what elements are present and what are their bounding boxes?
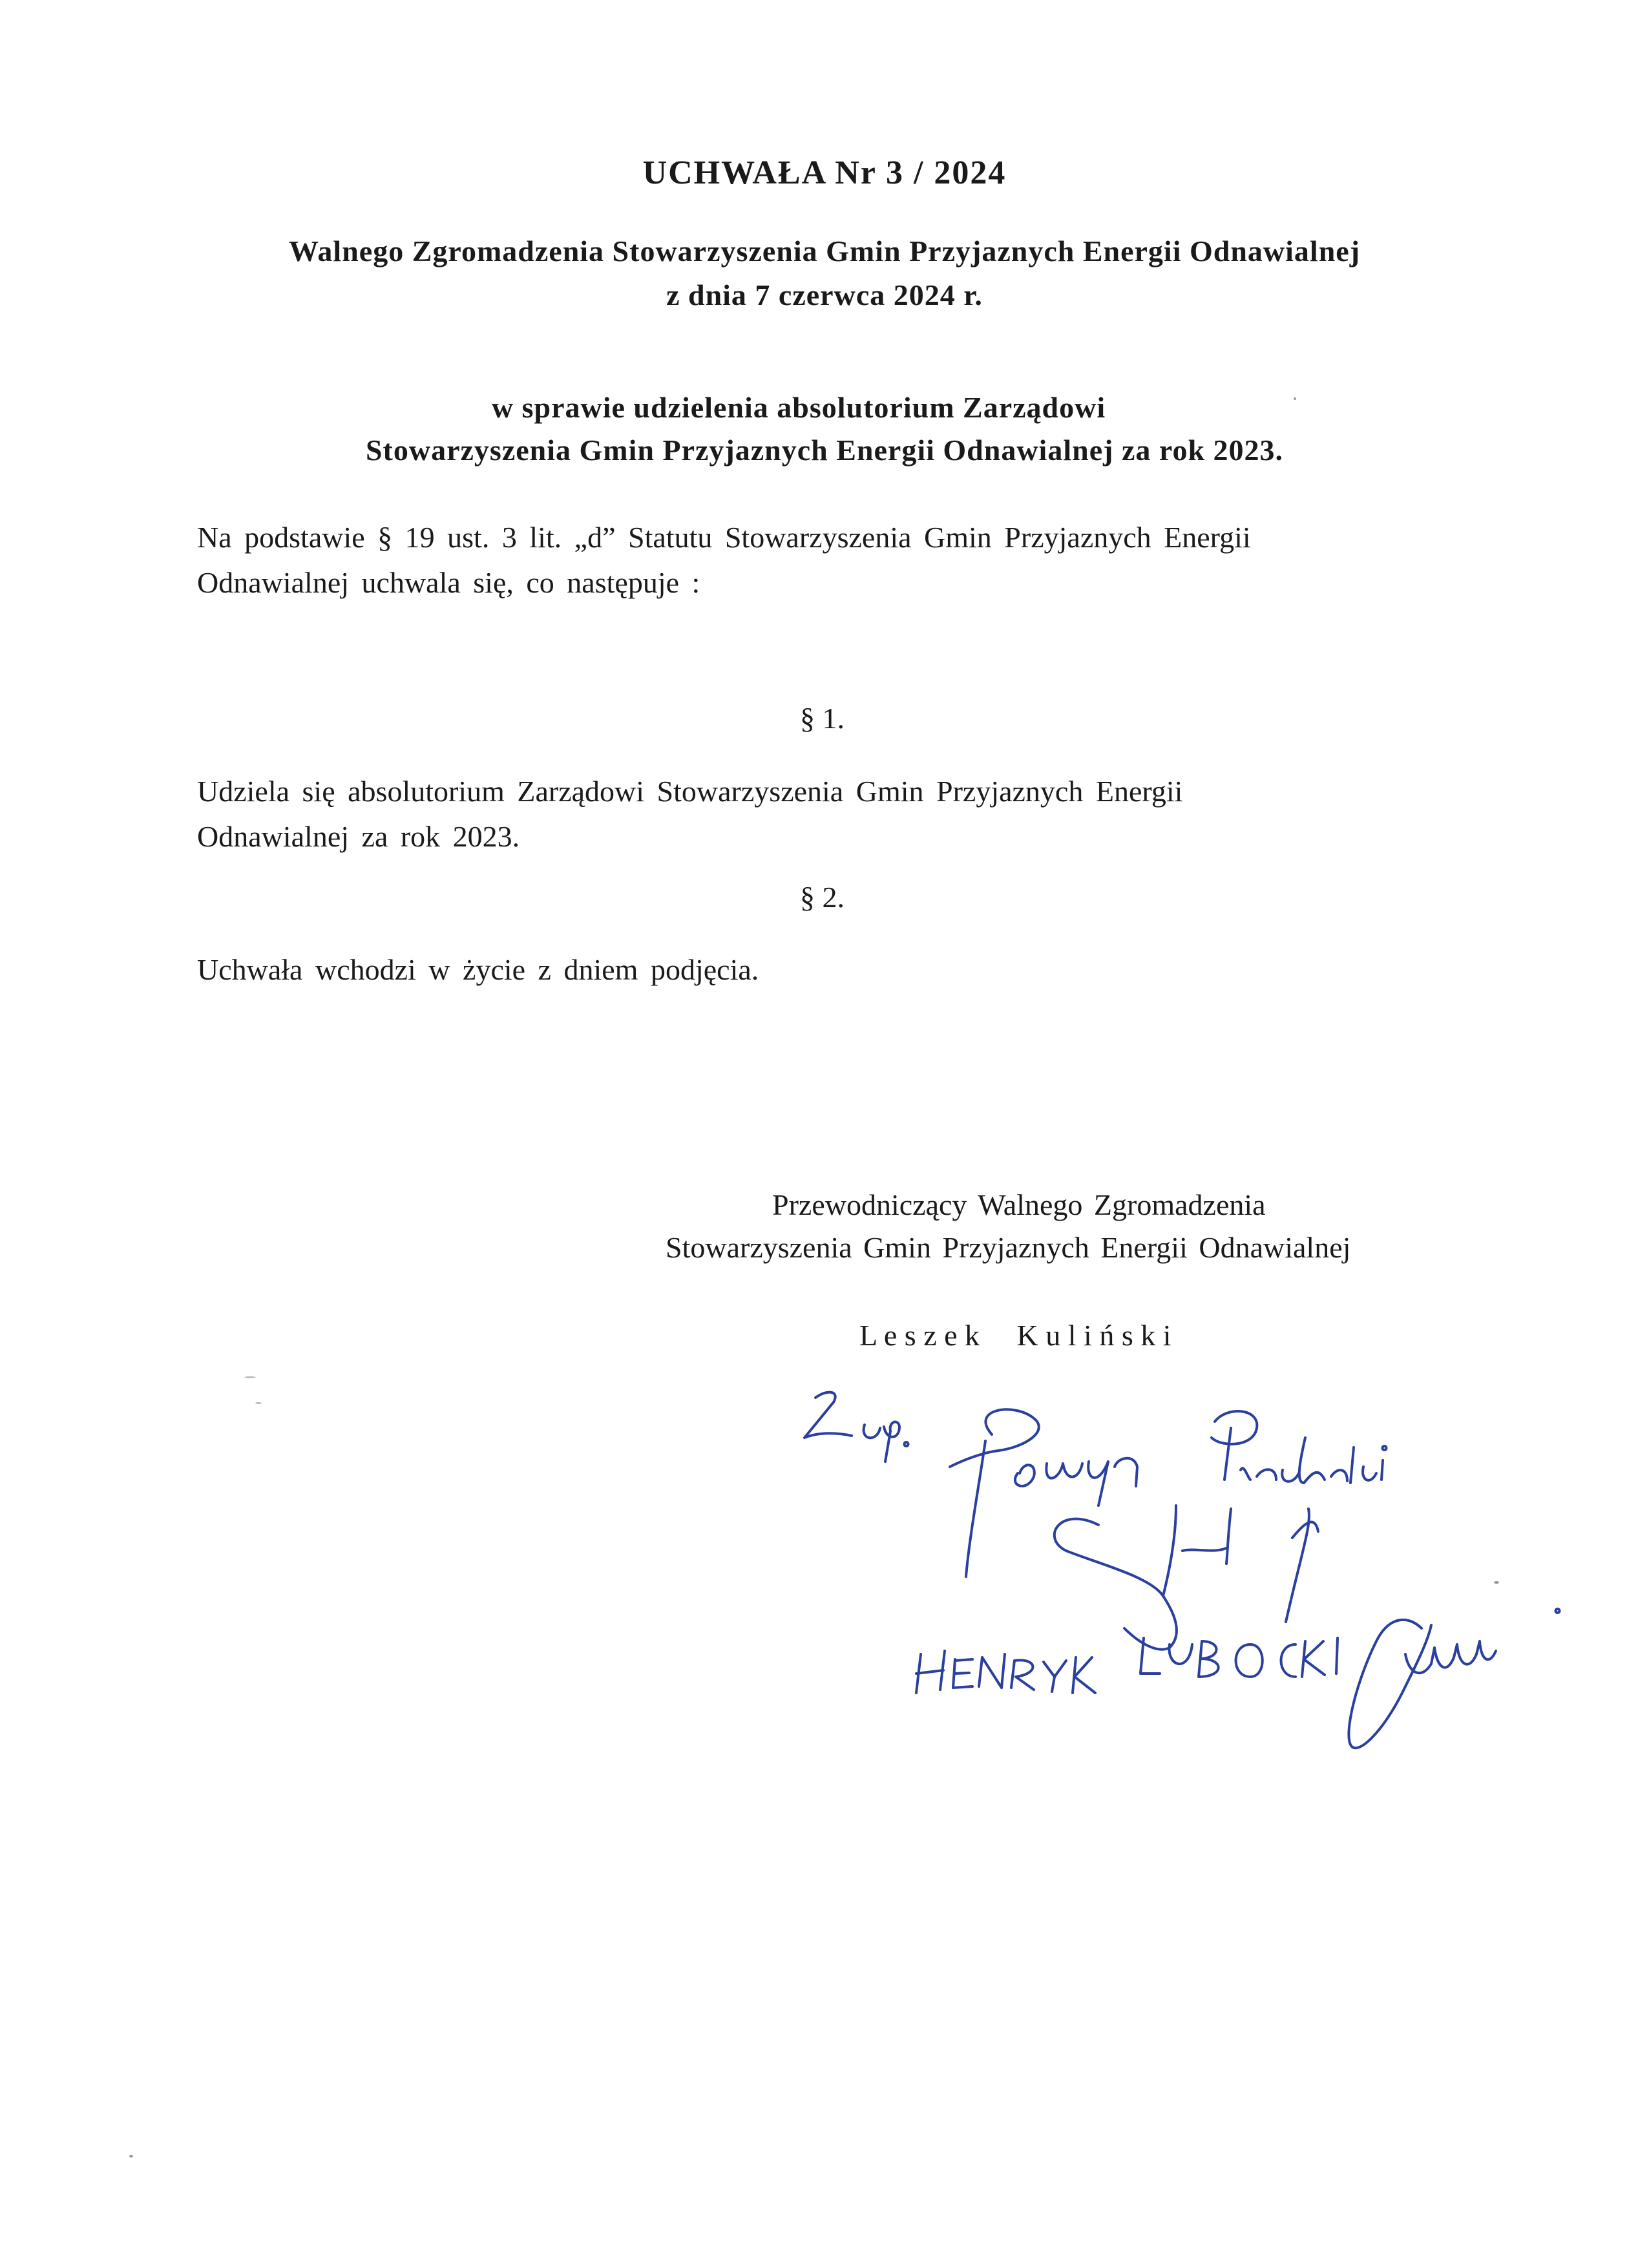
note-z-stroke bbox=[804, 1392, 852, 1438]
signature-r-loop bbox=[950, 1409, 1039, 1467]
signature-flourish-2 bbox=[1349, 1609, 1559, 1748]
note-up-stroke bbox=[864, 1422, 909, 1462]
scan-speck bbox=[1494, 1581, 1499, 1584]
subject-line-1: w sprawie udzielenia absolutorium Zarządowi bbox=[491, 391, 1106, 424]
signature-oman bbox=[1015, 1458, 1137, 1506]
signature-piechocki bbox=[1212, 1411, 1387, 1483]
signatory-role-line-2: Stowarzyszenia Gmin Przyjaznych Energii Odnawialnej bbox=[666, 1231, 1351, 1264]
scan-speck bbox=[255, 1402, 262, 1404]
issuer-line: Walnego Zgromadzenia Stowarzyszenia Gmin Przyjaznych Energii Odnawialnej bbox=[288, 235, 1361, 268]
section-1-mark: § 1. bbox=[800, 702, 845, 735]
signatory-name: L e s z e k K u l i ń s k i bbox=[859, 1319, 1171, 1352]
scan-speck bbox=[244, 1376, 256, 1378]
resolution-title: UCHWAŁA Nr 3 / 2024 bbox=[642, 154, 1007, 191]
signature-henryk bbox=[916, 1651, 1095, 1693]
section-2-mark: § 2. bbox=[800, 881, 845, 914]
signature-strokes bbox=[1163, 1506, 1309, 1622]
date-line: z dnia 7 czerwca 2024 r. bbox=[666, 278, 983, 311]
section-2-line: Uchwała wchodzi w życie z dniem podjęcia. bbox=[197, 953, 759, 986]
subject-line-2: Stowarzyszenia Gmin Przyjaznych Energii Odnawialnej za rok 2023. bbox=[365, 434, 1284, 467]
signature-r-stem bbox=[966, 1441, 985, 1577]
signature-lubocki bbox=[1140, 1638, 1338, 1677]
signatory-role-line-1: Przewodniczący Walnego Zgromadzenia bbox=[772, 1188, 1266, 1221]
preamble-line-1: Na podstawie § 19 ust. 3 lit. „d” Statutu Stowarzyszenia Gmin Przyjaznych Energii bbox=[197, 521, 1251, 554]
preamble-line-2: Odnawialnej uchwala się, co następuje : bbox=[197, 566, 700, 599]
scan-speck bbox=[129, 2155, 133, 2158]
signature-flourish bbox=[1055, 1519, 1177, 1650]
section-1-line-1: Udziela się absolutorium Zarządowi Stowarzyszenia Gmin Przyjaznych Energii bbox=[197, 775, 1183, 808]
scan-speck bbox=[1294, 397, 1296, 400]
section-1-line-2: Odnawialnej za rok 2023. bbox=[197, 820, 520, 853]
